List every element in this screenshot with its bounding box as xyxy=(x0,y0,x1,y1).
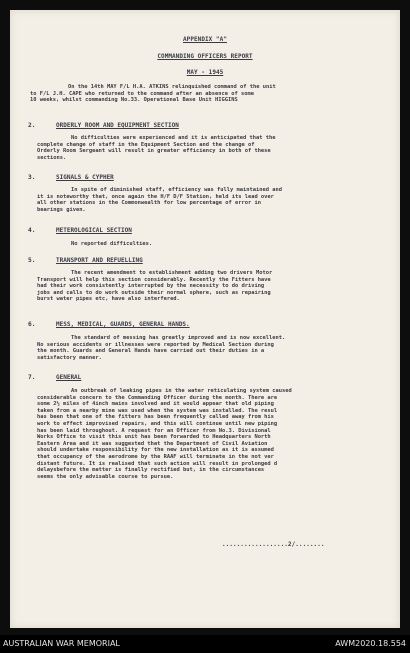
report-title: COMMANDING OFFICERS REPORT xyxy=(157,53,253,60)
body-line: delaysbefore the matter is finally rectified but, in the circumstances xyxy=(37,467,265,474)
body-line: An outbreak of leaking pipes in the water reticulating system caused xyxy=(71,388,292,394)
body-line: taken from a nearby mine was used when the system was installed. The resul xyxy=(37,407,278,414)
body-line: In spite of diminished staff, efficiency was fully maintained and xyxy=(71,187,282,193)
section-body xyxy=(37,388,375,480)
body-line: The recent amendment to establishment adding two drivers Motor xyxy=(71,270,273,276)
body-line: distant future. It is realised that such action will result in prolonged d xyxy=(37,460,278,467)
footer-accession-number: AWM2020.18.554 xyxy=(335,639,406,648)
intro-line: to F/L J.H. CAPE who returned to the command after an absence of some xyxy=(30,90,254,97)
body-line: Eastern Area and it was suggested that the Department of Civil Aviation xyxy=(37,440,268,447)
body-line: work to effect improvised repairs, and this will continue until new piping xyxy=(37,420,278,427)
body-line: Transport will help this section considerably. Recently the Fitters have xyxy=(37,276,271,283)
intro-paragraph xyxy=(30,84,375,104)
body-line: some 2½ miles of 4inch mains involved and it would appear that old piping xyxy=(37,401,274,408)
section-number: 4. xyxy=(28,227,36,234)
section-number: 7. xyxy=(28,374,36,381)
section-heading: MESS, MEDICAL, GUARDS, GENERAL HANDS. xyxy=(56,321,190,328)
body-line: No difficulties were experienced and it is anticipated that the xyxy=(71,135,276,141)
continuation-marker: ..................2/........ xyxy=(222,541,325,548)
body-line: No reported difficulties. xyxy=(71,241,153,247)
body-line: it is noteworthy that, once again the H/F D/F Station, held its lead over xyxy=(37,193,274,200)
section-body xyxy=(37,135,375,161)
section-body xyxy=(37,241,375,248)
body-line: sections. xyxy=(37,154,67,161)
body-line: Orderly Room Sergeant will result in greater efficiency in both of these xyxy=(37,148,271,155)
archive-footer xyxy=(0,635,410,653)
section-number: 3. xyxy=(28,174,36,181)
section-body xyxy=(37,187,375,213)
section-number: 6. xyxy=(28,321,36,328)
body-line: had their work consistently interrupted by the necessity to do driving xyxy=(37,283,265,290)
body-line: should undertake responsibility for the new installation as it is assumed xyxy=(37,447,274,454)
intro-line: On the 14th MAY F/L H.A. ATKINS relinquished command of the unit xyxy=(68,84,276,90)
body-line: The standard of messing has greatly improved and is now excellent. xyxy=(71,335,286,341)
body-line: has been laid throughout. A request for an Officer from No.3. Divisional xyxy=(37,427,271,434)
section-heading: GENERAL xyxy=(56,374,82,381)
body-line: that occupancy of the aerodrome by the RAAF will terminate in the not ver xyxy=(37,453,274,460)
body-line: complete change of staff in the Equipment Section and the change of xyxy=(37,141,255,148)
section-heading: TRANSPORT AND REFUELLING xyxy=(56,257,143,264)
body-line: considerable concern to the Commanding Officer during the month. There are xyxy=(37,394,278,401)
body-line: has been that one of the fitters has been frequently called away from his xyxy=(37,414,274,421)
report-period: MAY - 1945 xyxy=(186,69,224,76)
body-line: burst water pipes etc, have also interfered. xyxy=(37,296,180,303)
section-body xyxy=(37,335,375,361)
body-line: jobs and calls to do work outside their normal sphere, such as repairing xyxy=(37,289,271,296)
appendix-label: APPENDIX "A" xyxy=(183,36,227,43)
section-heading: SIGNALS & CYPHER xyxy=(56,174,114,181)
section-number: 5. xyxy=(28,257,36,264)
body-line: bearings given. xyxy=(37,206,86,213)
section-heading: METEROLOGICAL SECTION xyxy=(56,227,132,234)
body-line: all other stations in the Commonwealth for low percentage of error in xyxy=(37,200,261,207)
body-line: the month. Guards and General Hands have carried out their duties in a xyxy=(37,348,265,355)
body-line: satisfactory manner. xyxy=(37,354,102,361)
body-line: Works Office to visit this unit has been forwarded to Headquarters North xyxy=(37,434,271,441)
footer-institution: AUSTRALIAN WAR MEMORIAL xyxy=(3,639,120,648)
intro-line: 10 weeks, whilst commanding No.33. Operational Base Unit HIGGINS xyxy=(30,97,238,104)
document-page xyxy=(10,10,400,628)
section-heading: ORDERLY ROOM AND EQUIPMENT SECTION xyxy=(56,122,179,129)
section-body xyxy=(37,270,375,303)
section-number: 2. xyxy=(28,122,36,129)
body-line: No serious accidents or illnesses were reported by Medical Section during xyxy=(37,341,274,348)
body-line: seems the only advisable course to pursue. xyxy=(37,473,174,480)
